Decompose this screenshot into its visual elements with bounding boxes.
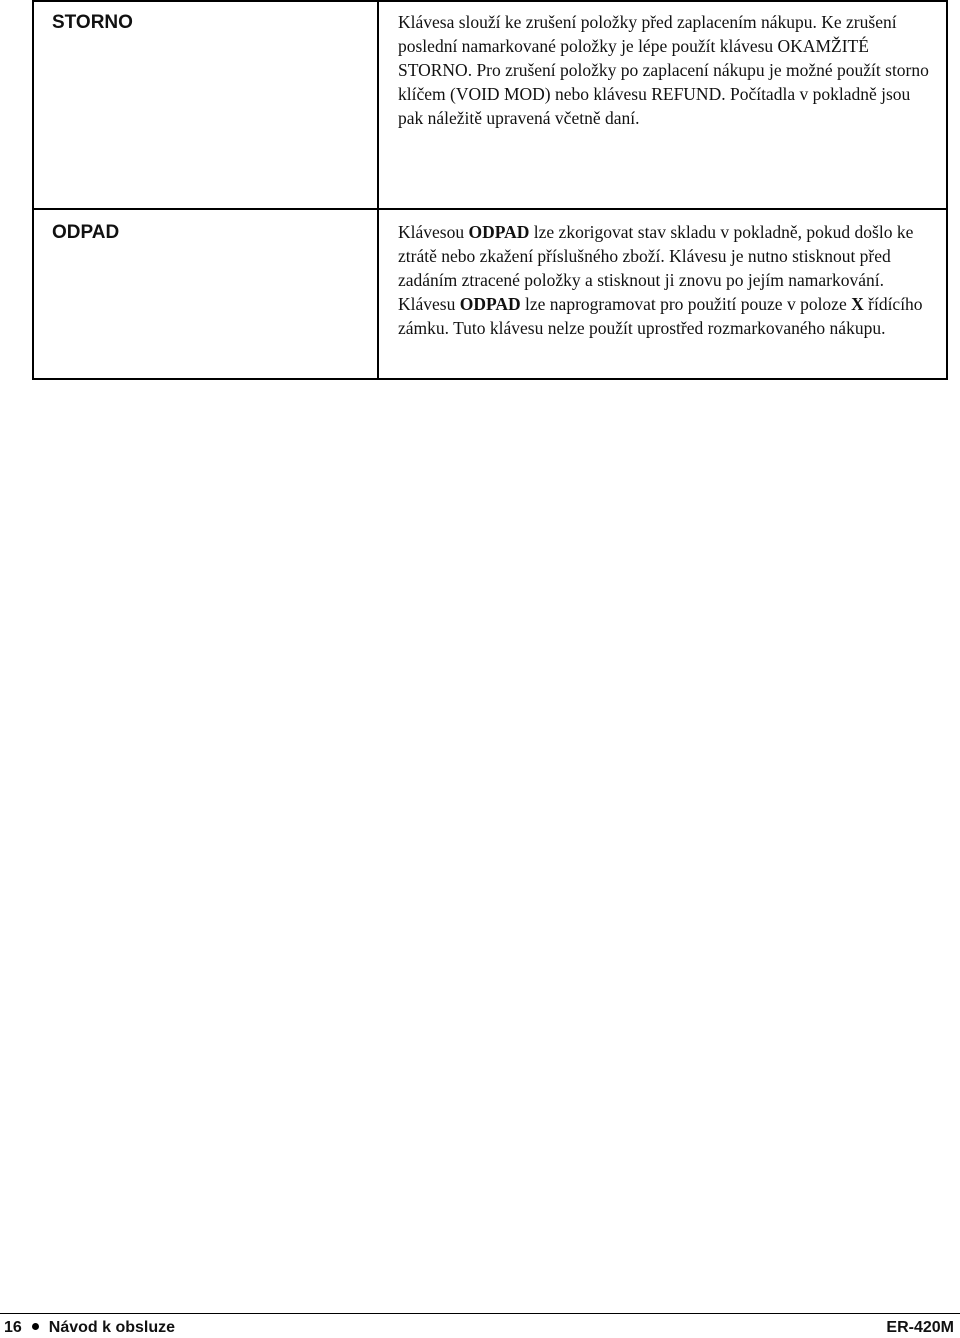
description-segment: řídícího zámku. Tuto klávesu nelze použít uprostřed rozmarkovaného nákupu. (398, 294, 923, 338)
description-text-storno: Klávesa slouží ke zrušení položky před zaplacením nákupu. Ke zrušení poslední namarkované položky je lépe použít klávesu OKAMŽITÉ STORNO. Pro zrušení položky po zaplacení nákupu je možné použít storno klíčem (VOID MOD) nebo klávesu REFUND. Počítadla v pokladně jsou pak náležitě upravená včetně daní. (398, 12, 929, 128)
key-description-table (32, 0, 948, 380)
key-description-storno (378, 1, 947, 209)
key-description-odpad (378, 209, 947, 379)
page-number: 16 (4, 1319, 22, 1336)
description-lock-position: X (851, 294, 864, 314)
description-segment: lze naprogramovat pro použití pouze v poloze (520, 294, 852, 314)
description-key-highlight: ODPAD (468, 222, 530, 242)
page-footer (4, 1318, 954, 1338)
description-segment: lze zkorigovat stav skladu v pokladně, pokud došlo ke ztrátě nebo zkažení příslušného zboží. Klávesu je nutno stisknout před zadáním ztracené položky a stisknout ji znovu po jejím namarkování. Klávesu (398, 222, 914, 314)
table-row-odpad (33, 209, 947, 379)
description-key-highlight: ODPAD (459, 294, 521, 314)
table-row-storno (33, 1, 947, 209)
manual-title: Návod k obsluze (48, 1319, 176, 1336)
key-name-storno: STORNO (33, 1, 378, 209)
footer-rule (0, 1313, 960, 1314)
description-segment: Klávesou (398, 222, 469, 242)
footer-left (4, 1318, 175, 1338)
key-name-odpad: ODPAD (33, 209, 378, 379)
model-name: ER-420M (886, 1319, 954, 1336)
description-text-odpad (398, 220, 932, 340)
bullet-icon (32, 1323, 39, 1330)
